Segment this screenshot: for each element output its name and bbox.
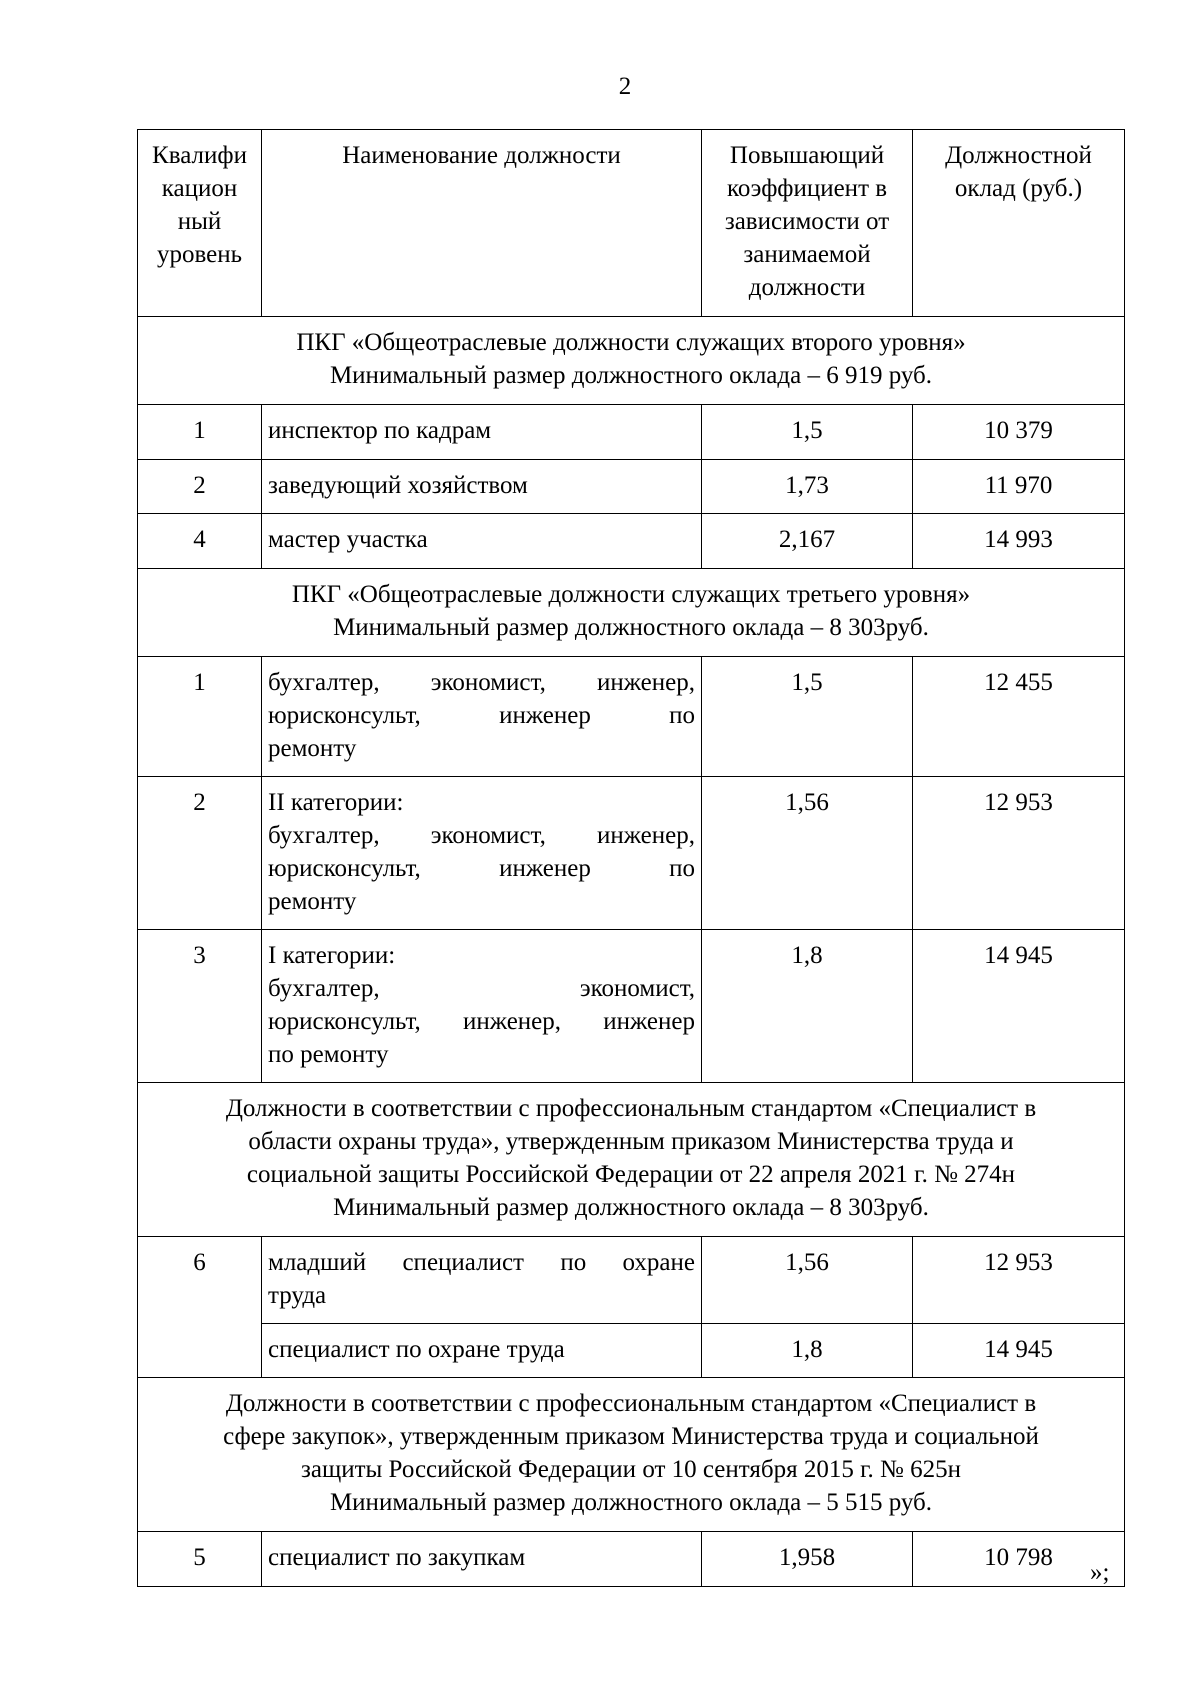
section-title-line: Минимальный размер должностного оклада – 5 515 руб. xyxy=(329,1489,933,1516)
table-row xyxy=(138,1237,1125,1324)
position-cell xyxy=(262,514,702,569)
position-cell xyxy=(262,1237,702,1324)
section-title-line: ПКГ «Общеотраслевые должности служащих третьего уровня» xyxy=(291,581,971,608)
position-cell xyxy=(262,777,702,930)
salary-table xyxy=(137,129,1125,1587)
table-row xyxy=(138,460,1125,514)
salary-cell: 12 953 xyxy=(913,1237,1125,1324)
header-level: Квалифи кацион ный уровень xyxy=(138,130,262,317)
position-line: инспектор по кадрам xyxy=(268,417,492,444)
section-title-line: ПКГ «Общеотраслевые должности служащих второго уровня» xyxy=(296,329,966,356)
section-title-line: области охраны труда», утвержденным приказом Министерства труда и xyxy=(248,1128,1014,1155)
position-cell xyxy=(262,930,702,1083)
position-line: бухгалтер, экономист, xyxy=(268,975,695,1002)
table-row xyxy=(138,405,1125,460)
closing-mark: »; xyxy=(1090,1559,1110,1586)
header-salary: Должностной оклад (руб.) xyxy=(913,130,1125,317)
position-line: II категории: xyxy=(268,789,404,816)
section-title-line: Минимальный размер должностного оклада – 8 303руб. xyxy=(333,614,929,641)
section-title-line: сфере закупок», утвержденным приказом Министерства труда и социальной xyxy=(223,1423,1039,1450)
table-body xyxy=(138,130,1125,1587)
section-title xyxy=(138,1378,1125,1532)
salary-cell: 14 993 xyxy=(913,514,1125,569)
position-line: мастер участка xyxy=(268,526,428,553)
section-title xyxy=(138,1083,1125,1237)
position-line: ремонту xyxy=(268,735,357,762)
header-position: Наименование должности xyxy=(262,130,702,317)
coefficient-cell: 1,5 xyxy=(702,405,913,460)
salary-cell: 11 970 xyxy=(913,460,1125,514)
position-line: труда xyxy=(268,1282,327,1309)
level-cell: 1 xyxy=(138,405,262,460)
section-title-line: Минимальный размер должностного оклада – 8 303руб. xyxy=(333,1194,929,1221)
position-line: юрисконсульт, инженер по xyxy=(268,702,695,729)
position-line: бухгалтер, экономист, инженер, xyxy=(268,669,695,696)
level-cell: 3 xyxy=(138,930,262,1083)
table-row xyxy=(138,1324,1125,1378)
coefficient-cell: 1,5 xyxy=(702,657,913,777)
coefficient-cell: 1,8 xyxy=(702,930,913,1083)
section-title-line: Минимальный размер должностного оклада – 6 919 руб. xyxy=(329,362,933,389)
level-cell: 6 xyxy=(138,1237,262,1378)
position-line: юрисконсульт, инженер, инженер xyxy=(268,1008,695,1035)
position-line: ремонту xyxy=(268,888,357,915)
table-row xyxy=(138,1532,1125,1587)
position-line: специалист по закупкам xyxy=(268,1544,526,1571)
salary-cell: 10 798 xyxy=(913,1532,1125,1587)
table-row xyxy=(138,514,1125,569)
position-line: заведующий хозяйством xyxy=(268,472,528,499)
header-row xyxy=(138,130,1125,317)
position-line: I категории: xyxy=(268,942,396,969)
position-cell xyxy=(262,657,702,777)
level-cell: 2 xyxy=(138,777,262,930)
section-header-row xyxy=(138,317,1125,405)
salary-cell: 14 945 xyxy=(913,1324,1125,1378)
coefficient-cell: 2,167 xyxy=(702,514,913,569)
salary-cell: 12 953 xyxy=(913,777,1125,930)
page-number: 2 xyxy=(618,73,632,100)
level-cell: 4 xyxy=(138,514,262,569)
level-cell: 1 xyxy=(138,657,262,777)
section-title-line: социальной защиты Российской Федерации от 22 апреля 2021 г. № 274н xyxy=(246,1161,1016,1188)
section-title-line: защиты Российской Федерации от 10 сентября 2015 г. № 625н xyxy=(300,1456,962,1483)
salary-cell: 14 945 xyxy=(913,930,1125,1083)
position-cell xyxy=(262,460,702,514)
position-line: специалист по охране труда xyxy=(268,1336,565,1363)
level-cell: 5 xyxy=(138,1532,262,1587)
coefficient-cell: 1,73 xyxy=(702,460,913,514)
table-row xyxy=(138,777,1125,930)
table-row xyxy=(138,657,1125,777)
level-cell: 2 xyxy=(138,460,262,514)
position-cell xyxy=(262,1532,702,1587)
position-line: младший специалист по охране xyxy=(268,1249,695,1276)
section-header-row xyxy=(138,569,1125,657)
section-header-row xyxy=(138,1083,1125,1237)
position-line: бухгалтер, экономист, инженер, xyxy=(268,822,695,849)
position-line: по ремонту xyxy=(268,1041,389,1068)
salary-cell: 10 379 xyxy=(913,405,1125,460)
position-line: юрисконсульт, инженер по xyxy=(268,855,695,882)
section-title-line: Должности в соответствии с профессиональным стандартом «Специалист в xyxy=(225,1095,1037,1122)
coefficient-cell: 1,8 xyxy=(702,1324,913,1378)
coefficient-cell: 1,958 xyxy=(702,1532,913,1587)
position-cell xyxy=(262,405,702,460)
section-header-row xyxy=(138,1378,1125,1532)
section-title xyxy=(138,569,1125,657)
section-title-line: Должности в соответствии с профессиональным стандартом «Специалист в xyxy=(225,1390,1037,1417)
coefficient-cell: 1,56 xyxy=(702,1237,913,1324)
coefficient-cell: 1,56 xyxy=(702,777,913,930)
position-cell xyxy=(262,1324,702,1378)
section-title xyxy=(138,317,1125,405)
table-row xyxy=(138,930,1125,1083)
salary-cell: 12 455 xyxy=(913,657,1125,777)
header-coefficient: Повышающий коэффициент в зависимости от занимаемой должности xyxy=(702,130,913,317)
